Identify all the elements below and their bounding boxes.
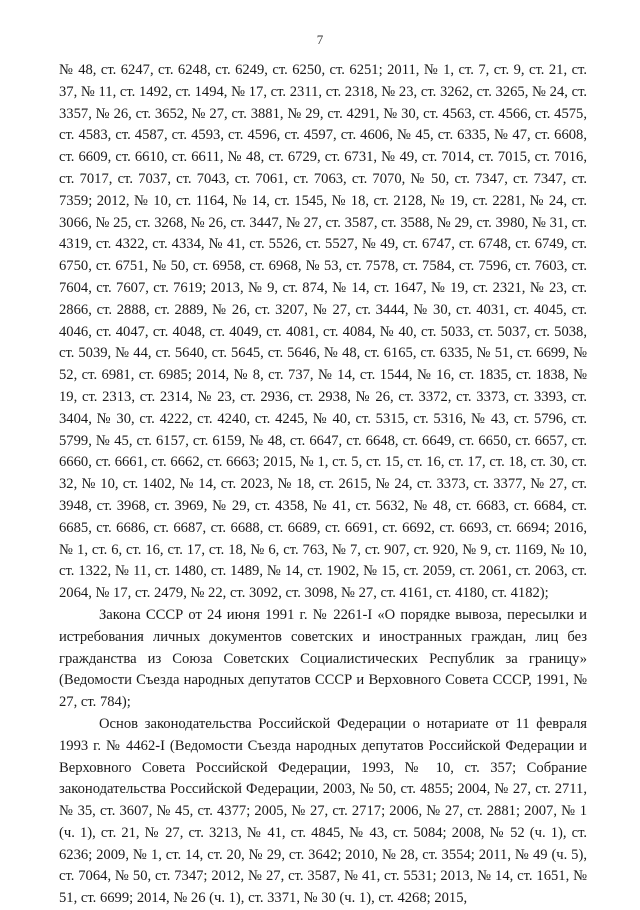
document-body: [59, 60, 587, 910]
page-number: 7: [316, 32, 324, 47]
paragraph-notary-fundamentals: Основ законодательства Российской Федерации о нотариате от 11 февраля 1993 г. № 4462-I (Ведомости Съезда народных депутатов Российской Федерации и Верховного Совета Российской Федерации, 1993, № 10, ст. 357; Собрание законодательства Российской Федерации, 2003, № 50, ст. 4855; 2004, № 27, ст. 2711, № 35, ст. 3607, № 45, ст. 4377; 2005, № 27, ст. 2717; 2006, № 27, ст. 2881; 2007, № 1 (ч. 1), ст. 21, № 27, ст. 3213, № 41, ст. 4845, № 43, ст. 5084; 2008, № 52 (ч. 1), ст. 6236; 2009, № 1, ст. 14, ст. 20, № 29, ст. 3642; 2010, № 28, ст. 3554; 2011, № 49 (ч. 5), ст. 7064, № 50, ст. 7347; 2012, № 27, ст. 3587, № 41, ст. 5531; 2013, № 14, ст. 1651, № 51, ст. 6699; 2014, № 26 (ч. 1), ст. 3371, № 30 (ч. 1), ст. 4268; 2015,: [59, 715, 587, 907]
paragraph-ussr-law: Закона СССР от 24 июня 1991 г. № 2261-I «О порядке вывоза, пересылки и истребования личных документов советских и иностранных граждан, лиц без гражданства из Союза Советских Социалистических Республик за границу» (Ведомости Съезда народных депутатов СССР и Верховного Совета СССР, 1991, № 27, ст. 784);: [59, 606, 587, 711]
paragraph-citations-continued: № 48, ст. 6247, ст. 6248, ст. 6249, ст. 6250, ст. 6251; 2011, № 1, ст. 7, ст. 9, ст. 21, ст. 37, № 11, ст. 1492, ст. 1494, № 17, ст. 2311, ст. 2318, № 23, ст. 3262, ст. 3265, № 24, ст. 3357, № 26, ст. 3652, № 27, ст. 3881, № 29, ст. 4291, № 30, ст. 4563, ст. 4566, ст. 4575, ст. 4583, ст. 4587, ст. 4593, ст. 4596, ст. 4597, ст. 4606, № 45, ст. 6335, № 47, ст. 6608, ст. 6609, ст. 6610, ст. 6611, № 48, ст. 6729, ст. 6731, № 49, ст. 7014, ст. 7015, ст. 7016, ст. 7017, ст. 7037, ст. 7043, ст. 7061, ст. 7063, ст. 7070, № 50, ст. 7347, ст. 7347, ст. 7359; 2012, № 10, ст. 1164, № 14, ст. 1545, № 18, ст. 2128, № 19, ст. 2281, № 24, ст. 3066, № 25, ст. 3268, № 26, ст. 3447, № 27, ст. 3587, ст. 3588, № 29, ст. 3980, № 31, ст. 4319, ст. 4322, ст. 4334, № 41, ст. 5526, ст. 5527, № 49, ст. 6747, ст. 6748, ст. 6749, ст. 6750, ст. 6751, № 50, ст. 6958, ст. 6968, № 53, ст. 7578, ст. 7584, ст. 7596, ст. 7603, ст. 7604, ст. 7607, ст. 7619; 2013, № 9, ст. 874, № 14, ст. 1647, № 19, ст. 2321, № 23, ст. 2866, ст. 2888, ст. 2889, № 26, ст. 3207, № 27, ст. 3444, № 30, ст. 4031, ст. 4045, ст. 4046, ст. 4047, ст. 4048, ст. 4049, ст. 4081, ст. 4084, № 40, ст. 5033, ст. 5037, ст. 5038, ст. 5039, № 44, ст. 5640, ст. 5645, ст. 5646, № 48, ст. 6165, ст. 6335, № 51, ст. 6699, № 52, ст. 6981, ст. 6985; 2014, № 8, ст. 737, № 14, ст. 1544, № 16, ст. 1835, ст. 1838, № 19, ст. 2313, ст. 2314, № 23, ст. 2936, ст. 2938, № 26, ст. 3372, ст. 3373, ст. 3393, ст. 3404, № 30, ст. 4222, ст. 4240, ст. 4245, № 40, ст. 5315, ст. 5316, № 43, ст. 5796, ст. 5799, № 45, ст. 6157, ст. 6159, № 48, ст. 6647, ст. 6648, ст. 6649, ст. 6650, ст. 6657, ст. 6660, ст. 6661, ст. 6662, ст. 6663; 2015, № 1, ст. 5, ст. 15, ст. 16, ст. 17, ст. 18, ст. 30, ст. 32, № 10, ст. 1402, № 14, ст. 2023, № 18, ст. 2615, № 24, ст. 3373, ст. 3377, № 27, ст. 3948, ст. 3968, ст. 3969, № 29, ст. 4358, № 41, ст. 5632, № 48, ст. 6683, ст. 6684, ст. 6685, ст. 6686, ст. 6687, ст. 6688, ст. 6689, ст. 6691, ст. 6692, ст. 6693, ст. 6694; 2016, № 1, ст. 6, ст. 16, ст. 17, ст. 18, № 6, ст. 763, № 7, ст. 907, ст. 920, № 9, ст. 1169, № 10, ст. 1322, № 11, ст. 1480, ст. 1489, № 14, ст. 1902, № 15, ст. 2059, ст. 2061, ст. 2063, ст. 2064, № 17, ст. 2479, № 22, ст. 3092, ст. 3098, № 27, ст. 4161, ст. 4180, ст. 4182);: [59, 62, 587, 602]
